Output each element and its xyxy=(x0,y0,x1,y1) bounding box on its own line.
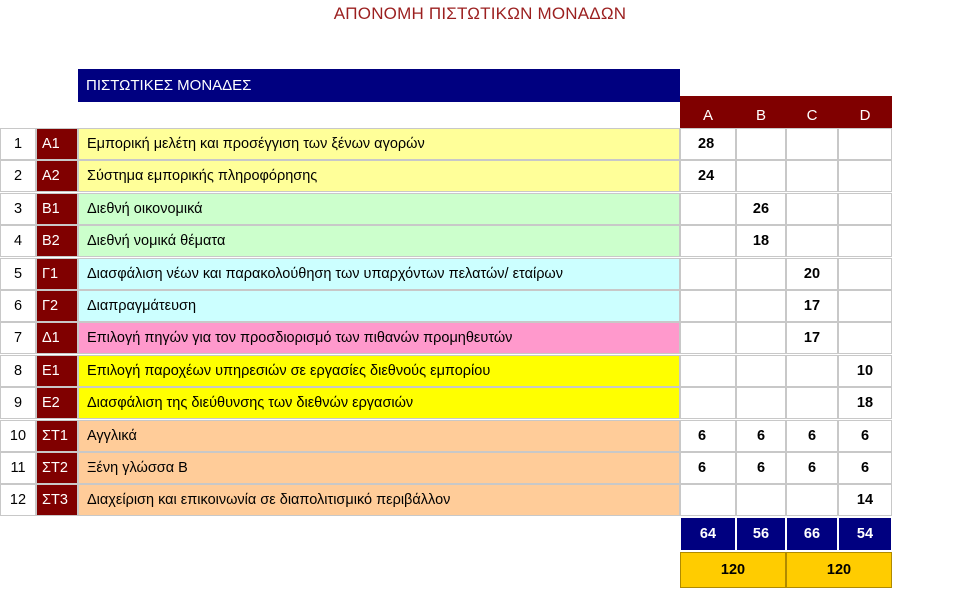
credits-header: ΠΙΣΤΩΤΙΚΕΣ ΜΟΝΑΔΕΣ xyxy=(78,69,680,102)
credit-d xyxy=(838,160,892,192)
credit-b xyxy=(736,387,786,419)
module-description: Διαπραγμάτευση xyxy=(78,290,680,322)
credit-d: 6 xyxy=(838,452,892,484)
column-header-d: D xyxy=(838,96,892,134)
credit-b: 26 xyxy=(736,193,786,225)
credit-b xyxy=(736,160,786,192)
credit-d xyxy=(838,258,892,290)
credit-c: 17 xyxy=(786,322,838,354)
row-number: 4 xyxy=(0,225,36,257)
module-description: Αγγλικά xyxy=(78,420,680,452)
credit-c xyxy=(786,160,838,192)
module-description: Διεθνή οικονομικά xyxy=(78,193,680,225)
credit-a: 6 xyxy=(680,420,736,452)
column-header-c: C xyxy=(786,96,838,134)
credit-b xyxy=(736,484,786,516)
row-number: 1 xyxy=(0,128,36,160)
credit-a xyxy=(680,484,736,516)
grand-total-cd: 120 xyxy=(786,552,892,588)
module-code: Γ1 xyxy=(36,258,78,290)
row-number: 12 xyxy=(0,484,36,516)
row-number: 9 xyxy=(0,387,36,419)
total-d: 54 xyxy=(838,517,892,551)
credit-a xyxy=(680,290,736,322)
module-code: Γ2 xyxy=(36,290,78,322)
credit-d xyxy=(838,128,892,160)
module-code: Β2 xyxy=(36,225,78,257)
module-description: Σύστημα εμπορικής πληροφόρησης xyxy=(78,160,680,192)
module-code: Α2 xyxy=(36,160,78,192)
module-code: Α1 xyxy=(36,128,78,160)
credit-a xyxy=(680,355,736,387)
total-c: 66 xyxy=(786,517,838,551)
credit-d xyxy=(838,322,892,354)
module-code: Ε1 xyxy=(36,355,78,387)
module-code: Δ1 xyxy=(36,322,78,354)
credit-c xyxy=(786,193,838,225)
credit-c: 20 xyxy=(786,258,838,290)
module-description: Εμπορική μελέτη και προσέγγιση των ξένων αγορών xyxy=(78,128,680,160)
credit-c xyxy=(786,355,838,387)
module-description: Διαχείριση και επικοινωνία σε διαπολιτισμικό περιβάλλον xyxy=(78,484,680,516)
credit-c: 6 xyxy=(786,420,838,452)
row-number: 6 xyxy=(0,290,36,322)
credit-d xyxy=(838,290,892,322)
module-code: Ε2 xyxy=(36,387,78,419)
credit-a: 24 xyxy=(680,160,736,192)
column-header-a: A xyxy=(680,96,736,134)
module-code: ΣΤ3 xyxy=(36,484,78,516)
credit-a xyxy=(680,258,736,290)
module-code: ΣΤ1 xyxy=(36,420,78,452)
module-description: Επιλογή πηγών για τον προσδιορισμό των πιθανών προμηθευτών xyxy=(78,322,680,354)
credit-d xyxy=(838,225,892,257)
column-header-b: B xyxy=(736,96,786,134)
credit-b xyxy=(736,355,786,387)
module-description: Διασφάλιση νέων και παρακολούθηση των υπαρχόντων πελατών/ εταίρων xyxy=(78,258,680,290)
module-code: Β1 xyxy=(36,193,78,225)
credit-a: 6 xyxy=(680,452,736,484)
credit-b: 6 xyxy=(736,452,786,484)
page-title: ΑΠΟΝΟΜΗ ΠΙΣΤΩΤΙΚΩΝ ΜΟΝΑΔΩΝ xyxy=(333,4,627,23)
row-number: 7 xyxy=(0,322,36,354)
row-number: 3 xyxy=(0,193,36,225)
credit-c xyxy=(786,484,838,516)
credit-c xyxy=(786,128,838,160)
credit-a: 28 xyxy=(680,128,736,160)
credit-a xyxy=(680,225,736,257)
module-code: ΣΤ2 xyxy=(36,452,78,484)
total-a: 64 xyxy=(680,517,736,551)
credit-c xyxy=(786,225,838,257)
row-number: 10 xyxy=(0,420,36,452)
total-b: 56 xyxy=(736,517,786,551)
module-description: Διεθνή νομικά θέματα xyxy=(78,225,680,257)
credit-b: 18 xyxy=(736,225,786,257)
credit-a xyxy=(680,387,736,419)
credit-b xyxy=(736,258,786,290)
credit-d: 14 xyxy=(838,484,892,516)
row-number: 5 xyxy=(0,258,36,290)
row-number: 11 xyxy=(0,452,36,484)
credit-b xyxy=(736,290,786,322)
credit-b: 6 xyxy=(736,420,786,452)
credit-d: 10 xyxy=(838,355,892,387)
module-description: Διασφάλιση της διεύθυνσης των διεθνών εργασιών xyxy=(78,387,680,419)
row-number: 2 xyxy=(0,160,36,192)
credit-d: 18 xyxy=(838,387,892,419)
credit-c xyxy=(786,387,838,419)
credit-b xyxy=(736,128,786,160)
row-number: 8 xyxy=(0,355,36,387)
module-description: Ξένη γλώσσα Β xyxy=(78,452,680,484)
credit-a xyxy=(680,322,736,354)
credit-c: 6 xyxy=(786,452,838,484)
credit-a xyxy=(680,193,736,225)
credit-d xyxy=(838,193,892,225)
credit-b xyxy=(736,322,786,354)
credit-c: 17 xyxy=(786,290,838,322)
grand-total-ab: 120 xyxy=(680,552,786,588)
credit-d: 6 xyxy=(838,420,892,452)
module-description: Επιλογή παροχέων υπηρεσιών σε εργασίες διεθνούς εμπορίου xyxy=(78,355,680,387)
